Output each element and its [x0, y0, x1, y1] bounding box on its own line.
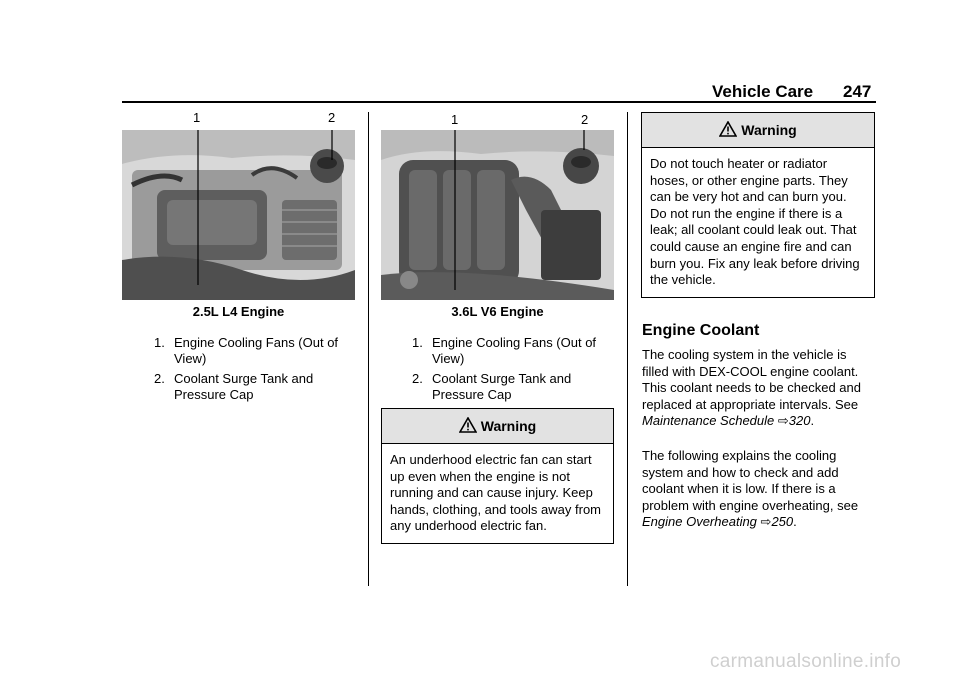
maintenance-schedule-link[interactable]: Maintenance Schedule: [642, 413, 775, 429]
warning-triangle-icon: [719, 121, 737, 140]
engine-v6-illustration: [381, 130, 614, 300]
warning-body: An underhood electric fan can start up even when the engine is not running and can cause injury. Keep hands, clothing, and tools away from any underhood electric fan.: [390, 452, 602, 534]
column-divider-right: [627, 112, 628, 586]
engine-coolant-heading: Engine Coolant: [642, 322, 760, 339]
section-title: Vehicle Care: [712, 82, 814, 101]
warning-header: [642, 113, 874, 148]
page-number: 247: [843, 82, 872, 101]
legend-list-v6: [412, 335, 612, 407]
list-item: 2. Coolant Surge Tank and Pressure Cap: [154, 371, 314, 402]
engine-l4-illustration: [122, 130, 355, 300]
warning-body: Do not touch heater or radiator hoses, or other engine parts. They can be very hot and can burn you. Do not run the engine if there is a leak; all coolant could leak out. That could cause an engine fire and can burn you. Fix any leak before driving the vehicle.: [650, 156, 860, 288]
page-ref-arrow-icon: ⇨: [777, 413, 789, 429]
warning-box-hot-parts: [641, 112, 875, 298]
list-item: 1. Engine Cooling Fans (Out of View): [154, 335, 339, 366]
warning-triangle-icon: [459, 417, 477, 436]
callout-2: 2: [581, 112, 589, 127]
list-item: 1. Engine Cooling Fans (Out of View): [412, 335, 597, 366]
list-item: 2. Coolant Surge Tank and Pressure Cap: [412, 371, 572, 402]
watermark-text: carmanualsonline.info: [710, 651, 902, 672]
header-rule: [122, 101, 876, 103]
caption-v6: 3.6L V6 Engine: [451, 304, 544, 319]
coolant-paragraph-1: The cooling system in the vehicle is filled with DEX-COOL engine coolant. This coolant needs to be checked and replaced at appropriate intervals. See Maintenance Schedule ⇨320.: [642, 347, 861, 429]
callout-1: 1: [193, 110, 201, 125]
column-divider-left: [368, 112, 369, 586]
legend-list-l4: [154, 335, 354, 407]
page-ref-arrow-icon: ⇨: [760, 514, 772, 530]
warning-title: Warning: [741, 122, 797, 138]
engine-overheating-link[interactable]: Engine Overheating: [642, 514, 757, 530]
warning-title: Warning: [480, 418, 537, 434]
callout-2: 2: [328, 110, 336, 125]
callout-1: 1: [451, 112, 459, 127]
caption-l4: 2.5L L4 Engine: [192, 304, 285, 319]
warning-header: [382, 409, 613, 444]
engine-photo-l4: [122, 130, 355, 300]
engine-photo-v6: [381, 130, 614, 300]
warning-box-fan: [381, 408, 614, 544]
coolant-paragraph-2: The following explains the cooling system and how to check and add coolant when it is low. If there is a problem with engine overheating, see Engine Overheating ⇨250.: [642, 448, 859, 530]
